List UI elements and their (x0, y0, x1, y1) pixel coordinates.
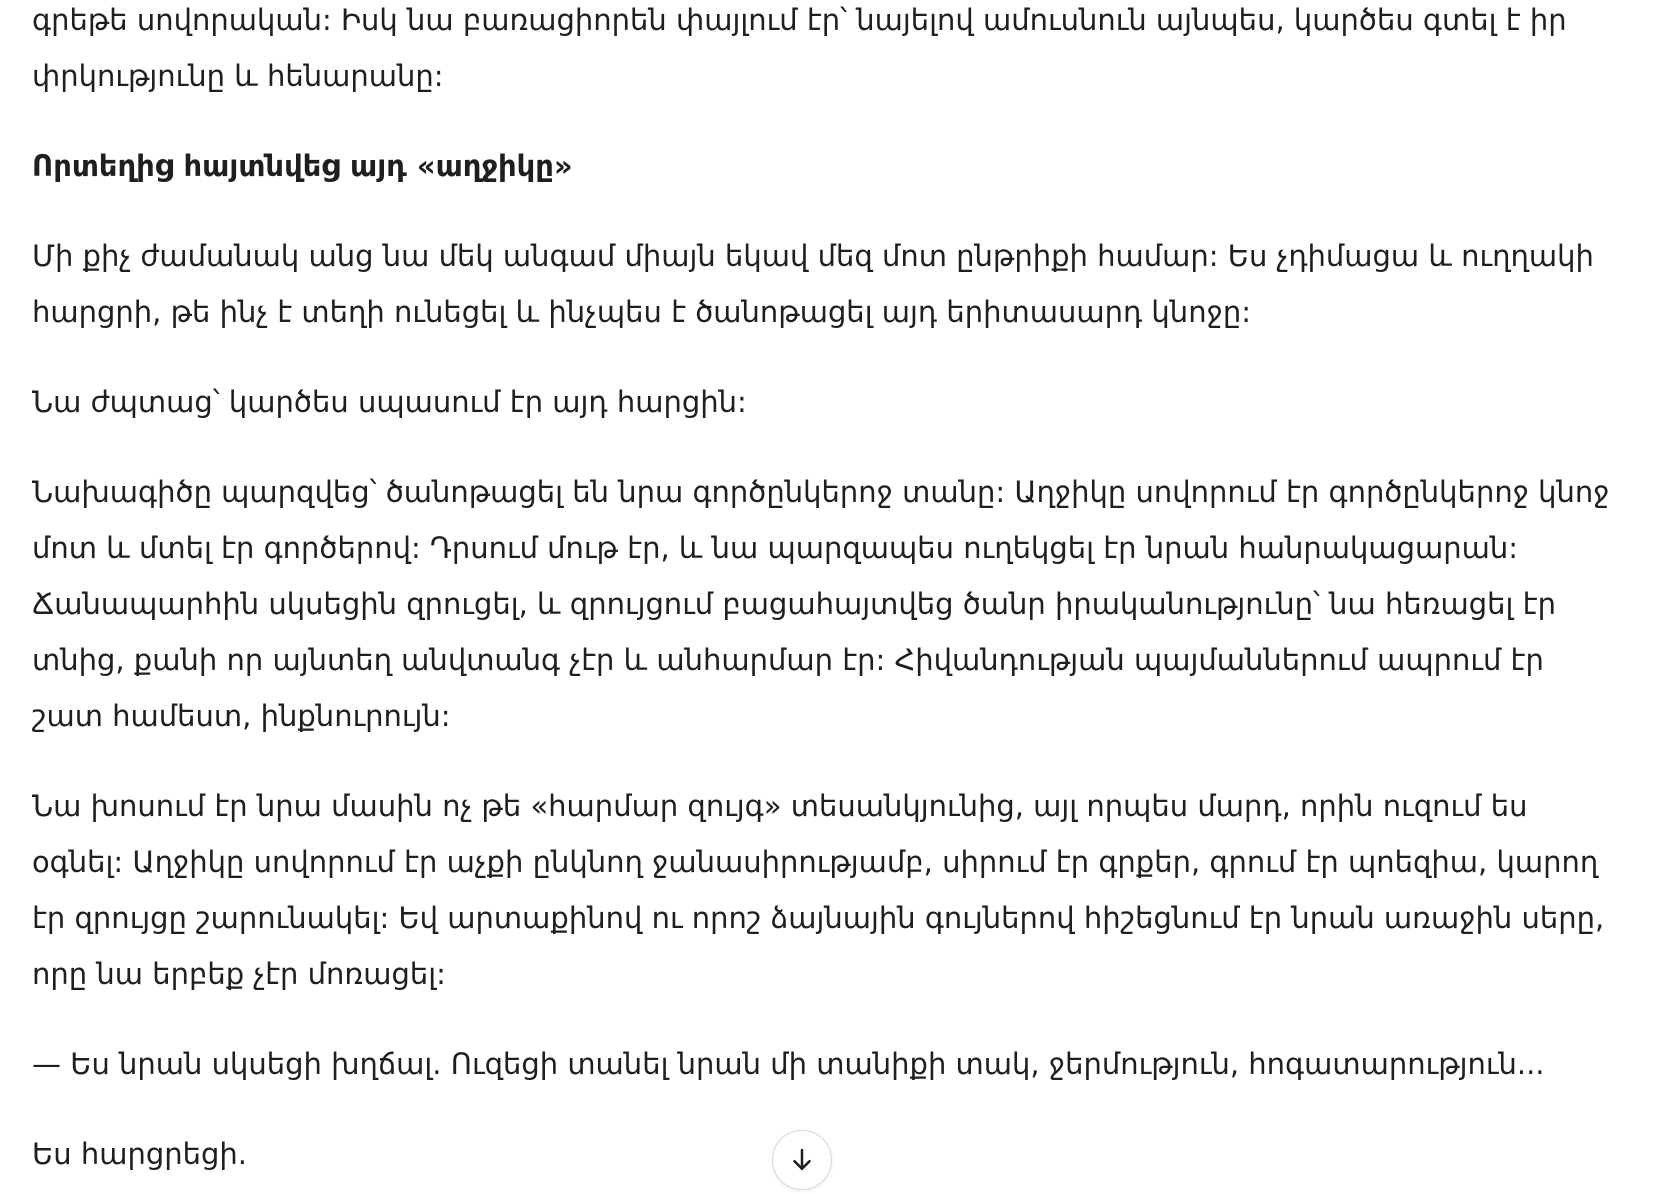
paragraph-3: Նա ժպտաց՝ կարծես սպասում էր այդ հարցին: (32, 385, 747, 419)
article-body (32, 0, 1619, 1194)
paragraph-4: Նախագիծը պարզվեց՝ ծանոթացել են նրա գործընկերոջ տանը: Աղջիկը սովորում էր գործընկերոջ կնոջ մոտ և մտել էր գործերով: Դրսում մութ էր, և նա պարզապես ուղեկցել էր նրան հանրակացարան: Ճանապարհին սկսեցին զրուցել, և զրույցում բացահայտվեց ծանր իրականությունը՝ նա հեռացել էր տնից, քանի որ այնտեղ անվտանգ չէր և անհարմար էր: Հիվանդության պայմաններում ապրում էր շատ համեստ, ինքնուրույն: (32, 475, 1619, 733)
paragraph-1: գրեթե սովորական: Իսկ նա բառացիորեն փայլում էր՝ նայելով ամուսնուն այնպես, կարծես գտել է իր փրկությունը և հենարանը: (32, 3, 1576, 93)
paragraph-2: Մի քիչ ժամանակ անց նա մեկ անգամ միայն եկավ մեզ մոտ ընթրիքի համար: Ես չդիմացա և ուղղակի հարցրի, թե ինչ է տեղի ունեցել և ինչպես է ծանոթացել այդ երիտասարդ կնոջը: (32, 239, 1604, 329)
scroll-to-bottom-button[interactable] (772, 1130, 832, 1190)
paragraph-5: Նա խոսում էր նրա մասին ոչ թե «հարմար զույգ» տեսանկյունից, այլ որպես մարդ, որին ուզում ես օգնել: Աղջիկը սովորում էր աչքի ընկնող ջանասիրությամբ, սիրում էր գրքեր, գրում էր պոեզիա, կարող էր զրույցը շարունակել: Եվ արտաքինով ու որոշ ձայնային գույներով հիշեցնում էր նրան առաջին սերը, որը նա երբեք չէր մոռացել: (32, 789, 1614, 991)
paragraph-6: — Ես նրան սկսեցի խղճալ. Ուզեցի տանել նրան մի տանիքի տակ, ջերմություն, հոգատարություն... (32, 1047, 1545, 1081)
section-heading: Որտեղից հայտնվեց այդ «աղջիկը» (32, 149, 573, 183)
paragraph-7: Ես հարցրեցի. (32, 1137, 247, 1171)
arrow-down-icon (787, 1145, 817, 1175)
